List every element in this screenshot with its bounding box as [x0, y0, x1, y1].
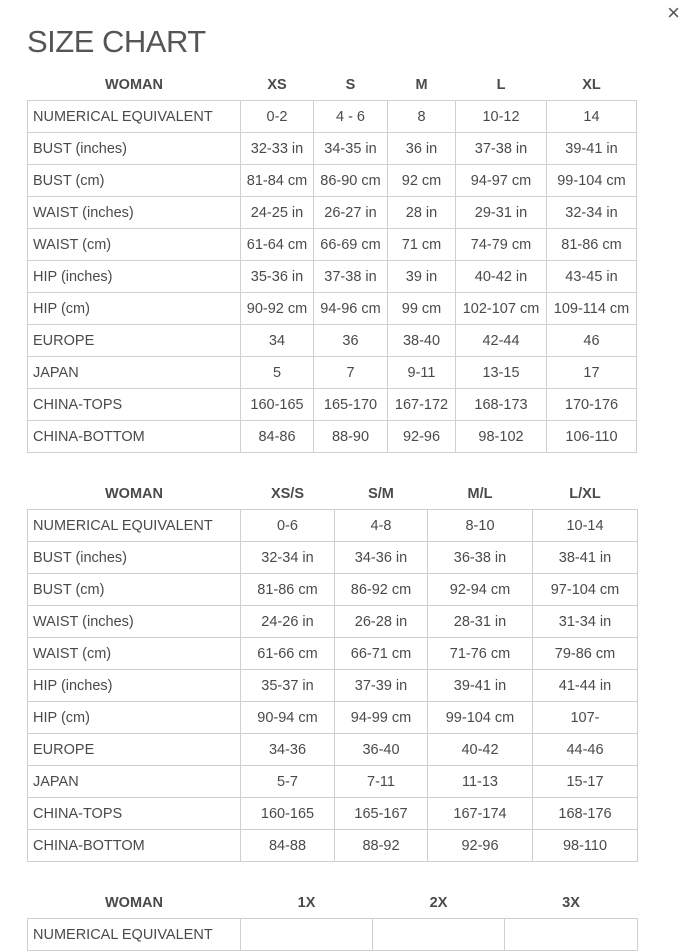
size-cell: 34-36 [241, 734, 335, 766]
table-body [28, 510, 638, 862]
row-label: CHINA-TOPS [28, 389, 241, 421]
row-label: BUST (inches) [28, 542, 241, 574]
size-cell: 84-86 [241, 421, 314, 453]
size-cell: 165-167 [335, 798, 428, 830]
table-row [28, 229, 637, 261]
size-cell: 10-12 [456, 101, 547, 133]
row-label: CHINA-BOTTOM [28, 421, 241, 453]
column-header-size: 3X [562, 895, 580, 911]
table-row [28, 606, 638, 638]
size-table-combined [27, 479, 638, 862]
size-cell: 28 in [388, 197, 456, 229]
table-row [28, 734, 638, 766]
size-cell: 167-174 [428, 798, 533, 830]
table-row [28, 261, 637, 293]
column-header-size: L [496, 77, 506, 93]
size-cell: 168-173 [456, 389, 547, 421]
size-cell: 8 [388, 101, 456, 133]
table-row [28, 638, 638, 670]
size-cell: 81-86 cm [547, 229, 637, 261]
size-cell: 36-38 in [428, 542, 533, 574]
column-header-size: M/L [467, 486, 493, 502]
size-cell: 66-71 cm [335, 638, 428, 670]
size-cell: 28-31 in [428, 606, 533, 638]
row-label: WAIST (inches) [28, 606, 241, 638]
size-cell: 37-38 in [314, 261, 388, 293]
size-cell: 107- [533, 702, 638, 734]
size-cell: 86-90 cm [314, 165, 388, 197]
table-body [28, 101, 637, 453]
size-cell: 24-25 in [241, 197, 314, 229]
table-row [28, 101, 637, 133]
size-cell: 92-96 [388, 421, 456, 453]
row-label: NUMERICAL EQUIVALENT [28, 510, 241, 542]
size-cell: 61-66 cm [241, 638, 335, 670]
row-label: WAIST (cm) [28, 229, 241, 261]
size-cell: 31-34 in [533, 606, 638, 638]
size-cell: 90-92 cm [241, 293, 314, 325]
size-cell: 26-27 in [314, 197, 388, 229]
size-cell: 24-26 in [241, 606, 335, 638]
column-header-size: S/M [368, 486, 394, 502]
size-cell: 79-86 cm [533, 638, 638, 670]
table-row [28, 389, 637, 421]
size-cell: 102-107 cm [456, 293, 547, 325]
column-header-category: WOMAN [105, 895, 163, 911]
size-cell: 61-64 cm [241, 229, 314, 261]
table-row [28, 702, 638, 734]
size-cell: 9-11 [388, 357, 456, 389]
size-cell: 167-172 [388, 389, 456, 421]
size-cell: 35-37 in [241, 670, 335, 702]
size-cell: 84-88 [241, 830, 335, 862]
row-label: HIP (cm) [28, 293, 241, 325]
size-cell [505, 919, 638, 951]
table-header [28, 479, 638, 510]
size-cell: 44-46 [533, 734, 638, 766]
size-cell: 99 cm [388, 293, 456, 325]
size-cell: 32-34 in [547, 197, 637, 229]
row-label: HIP (cm) [28, 702, 241, 734]
table-row [28, 293, 637, 325]
size-cell: 41-44 in [533, 670, 638, 702]
size-cell: 35-36 in [241, 261, 314, 293]
size-cell: 29-31 in [456, 197, 547, 229]
size-cell: 26-28 in [335, 606, 428, 638]
size-cell: 94-99 cm [335, 702, 428, 734]
size-cell: 15-17 [533, 766, 638, 798]
row-label: CHINA-BOTTOM [28, 830, 241, 862]
table-row [28, 357, 637, 389]
size-cell: 38-41 in [533, 542, 638, 574]
size-cell: 7 [314, 357, 388, 389]
row-label: HIP (inches) [28, 261, 241, 293]
size-cell: 71-76 cm [428, 638, 533, 670]
size-cell: 42-44 [456, 325, 547, 357]
size-cell [373, 919, 505, 951]
size-cell: 92-96 [428, 830, 533, 862]
row-label: EUROPE [28, 734, 241, 766]
column-header-size: M [415, 77, 428, 93]
size-cell: 92-94 cm [428, 574, 533, 606]
table-row [28, 510, 638, 542]
size-cell: 165-170 [314, 389, 388, 421]
table-row [28, 830, 638, 862]
row-label: BUST (inches) [28, 133, 241, 165]
size-cell: 17 [547, 357, 637, 389]
row-label: HIP (inches) [28, 670, 241, 702]
size-cell: 88-92 [335, 830, 428, 862]
size-cell: 7-11 [335, 766, 428, 798]
size-cell: 39 in [388, 261, 456, 293]
column-header-category: WOMAN [105, 77, 163, 93]
size-cell: 81-84 cm [241, 165, 314, 197]
row-label: WAIST (inches) [28, 197, 241, 229]
table-row [28, 670, 638, 702]
size-cell: 99-104 cm [547, 165, 637, 197]
size-cell: 66-69 cm [314, 229, 388, 261]
column-header-category: WOMAN [105, 486, 163, 502]
column-header-size: L/XL [569, 486, 601, 502]
size-cell: 8-10 [428, 510, 533, 542]
size-cell: 46 [547, 325, 637, 357]
row-label: NUMERICAL EQUIVALENT [28, 919, 241, 951]
size-cell: 0-6 [241, 510, 335, 542]
size-cell: 36 in [388, 133, 456, 165]
size-cell: 4-8 [335, 510, 428, 542]
size-cell: 0-2 [241, 101, 314, 133]
size-cell: 34-36 in [335, 542, 428, 574]
column-header-size: XL [582, 77, 601, 93]
table-row [28, 325, 637, 357]
table-body [28, 919, 638, 951]
column-header-size: 1X [297, 895, 316, 911]
size-cell: 39-41 in [428, 670, 533, 702]
size-cell: 43-45 in [547, 261, 637, 293]
size-cell: 98-110 [533, 830, 638, 862]
size-cell: 34-35 in [314, 133, 388, 165]
column-header-size: S [345, 77, 356, 93]
size-cell: 98-102 [456, 421, 547, 453]
page-title: SIZE CHART [27, 24, 206, 59]
column-header-size: 2X [429, 895, 448, 911]
size-table-plus [27, 888, 638, 951]
size-cell: 86-92 cm [335, 574, 428, 606]
row-label: WAIST (cm) [28, 638, 241, 670]
size-cell: 88-90 [314, 421, 388, 453]
size-cell: 170-176 [547, 389, 637, 421]
close-icon[interactable]: × [667, 0, 680, 25]
table-row [28, 197, 637, 229]
row-label: EUROPE [28, 325, 241, 357]
size-cell: 11-13 [428, 766, 533, 798]
column-header-size: XS [267, 77, 287, 93]
size-cell: 13-15 [456, 357, 547, 389]
size-cell: 97-104 cm [533, 574, 638, 606]
size-cell: 40-42 [428, 734, 533, 766]
size-cell: 106-110 [547, 421, 637, 453]
row-label: JAPAN [28, 766, 241, 798]
size-cell: 90-94 cm [241, 702, 335, 734]
table-row [28, 766, 638, 798]
header-row [28, 70, 637, 101]
size-cell: 38-40 [388, 325, 456, 357]
row-label: NUMERICAL EQUIVALENT [28, 101, 241, 133]
size-cell: 14 [547, 101, 637, 133]
size-cell: 32-33 in [241, 133, 314, 165]
size-cell: 36-40 [335, 734, 428, 766]
size-table-standard [27, 70, 637, 453]
table-header [28, 888, 638, 919]
size-cell: 5 [241, 357, 314, 389]
column-header-size: XS/S [270, 486, 305, 502]
size-cell: 37-38 in [456, 133, 547, 165]
table-header [28, 70, 637, 101]
size-cell: 32-34 in [241, 542, 335, 574]
table-row [28, 542, 638, 574]
size-cell: 160-165 [241, 389, 314, 421]
table-row [28, 421, 637, 453]
table-row [28, 798, 638, 830]
size-cell: 39-41 in [547, 133, 637, 165]
row-label: BUST (cm) [28, 574, 241, 606]
size-cell: 10-14 [533, 510, 638, 542]
row-label: CHINA-TOPS [28, 798, 241, 830]
size-cell: 5-7 [241, 766, 335, 798]
table-row [28, 919, 638, 951]
size-cell: 4 - 6 [314, 101, 388, 133]
size-cell: 109-114 cm [547, 293, 637, 325]
size-cell: 160-165 [241, 798, 335, 830]
row-label: BUST (cm) [28, 165, 241, 197]
row-label: JAPAN [28, 357, 241, 389]
size-cell: 37-39 in [335, 670, 428, 702]
table-row [28, 133, 637, 165]
size-cell: 36 [314, 325, 388, 357]
size-cell [241, 919, 373, 951]
header-row [28, 479, 638, 510]
header-row [28, 888, 638, 919]
size-cell: 94-97 cm [456, 165, 547, 197]
size-cell: 74-79 cm [456, 229, 547, 261]
size-cell: 71 cm [388, 229, 456, 261]
size-cell: 168-176 [533, 798, 638, 830]
size-cell: 34 [241, 325, 314, 357]
size-cell: 94-96 cm [314, 293, 388, 325]
table-row [28, 574, 638, 606]
size-cell: 40-42 in [456, 261, 547, 293]
size-cell: 81-86 cm [241, 574, 335, 606]
size-cell: 92 cm [388, 165, 456, 197]
size-cell: 99-104 cm [428, 702, 533, 734]
table-row [28, 165, 637, 197]
